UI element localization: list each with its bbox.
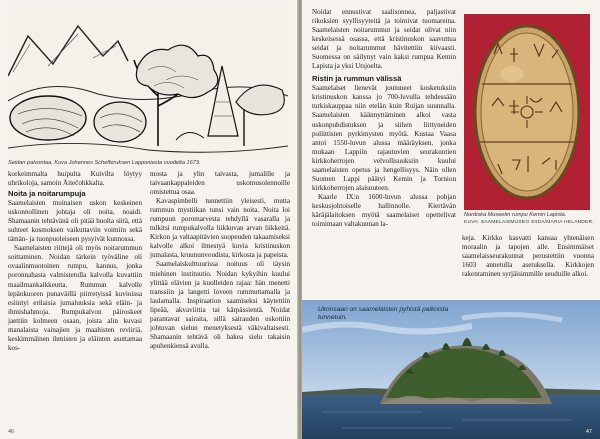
right-page-column-2 [462,234,594,279]
left-page [0,0,298,439]
island-photo-caption: Ukonsaari on saamelaisten pyhistä paikoista tunnetuin. [318,306,449,321]
paragraph: Saamelaisten muinaisen uskon keskeinen uskonnollinen johtaja oli noita, noaidi. Shamaanin tehtävänä oli pitää huolta siitä, että suhteet kosmoksen vaikuttaviin voimiin sekä tämän- ja tuonpuoleiseen pysyivät kunnossa. [8,199,142,244]
woodcut-caption: Seidan palvontaa. Kuva Johannes Schefferuksen Lapponiasta vuodelta 1673. [8,160,201,166]
paragraph: Noidat ennustivat saalisonnea, paljastivat rikoksien syyllisyyteitä ja toimivat tuomareina. Saamelaisten noitarummut ja seidat olivat niin keskeisessä osassa, että kristinuskon saavuttua seidat ja noitarummut hävitettiin kiivaasti. Suomessa on säilynyt vain kaksi rumpua Kemin Lapista ja yksi Utsjoelta. [312,8,456,71]
paragraph: Kavaspimbelli tunnettiin yleisesti, mutta rummun mystiikan tunsi vain noita. Noita loi rumpuun poromarvesta tehdyllä vasaralla ja tulkitsi rumpukalvolla liikkuvan arvan liikkeitä. Kirkon ja valtaapitävien suopeuden takaamiseksi kalvolle alkoi ilmestyä kuvia kristinuskon jumalasta, kruununvoudista, kirkosta ja papeista. [150,197,290,260]
left-page-column-1 [8,170,142,353]
paragraph: Saamelaiskulttuurissa noituus oli täysin miehinen instituutio. Noidan kykyihin kuului ylittää elävien ja kuolleiden rajaa: hän menetti transsiin ja langetti loveen rummuttamalla ja laulamalla. Inspiraation saamiseksi käytettiin lipeää, akvaviittia tai kärpässientä. Noidat parantavat sairaita, sillä sairauden uskottiin johtuvan sielun menetyksestä väkivaltaisesti. Shamaanin tehtävä oli hakea sielu takaisin apuhenkiensä avulla. [150,260,290,350]
drum-caption-credit: KUVA: SAAMELAISMUSEO SIIDA/MARIA HELANDER. [464,220,594,225]
paragraph: Saamelaiset lienevät joutuneet kosketuksiin kristinuskon kanssa jo 700-luvulla tehdessään turkiskauppaa niin etelän kuin Ruijan suunnalla. Saamelaisten käännyttäminen alkoi vasta uskonpuhdistuksen ja siihen liittyneiden poliittisten pyrkimysten myötä. Kustaa Vaasa antoi 1550-luvun alussa määräyksen, jonka mukaan Lappiin rajautuvien seurakuntien kirkkoherrojen velvollisuuksiin kuului saamelaisten opetus ja hengellisyys. Näin ollen Suomen Lappi päätyi Kemin ja Tornion kirkkoherrojen alaisuuteen. [312,84,456,192]
section-heading: Ristin ja rummun välissä [312,74,402,84]
seita-woodcut-illustration [8,6,288,158]
right-page [302,0,600,439]
left-page-column-2 [150,170,290,351]
drum-caption [464,212,594,226]
paragraph: korkeimmalta huipulta Kuivilta löytyy uhrikoloja, samoin Äitečohkkalta. [8,170,142,188]
sami-drum-photo [464,14,590,210]
paragraph: mosta ja ylin taivasta, jumalille ja taivaankappaleiden uskomusolennoille omistettua osaa. [150,170,290,197]
paragraph: Kaarle IX:n 1600-luvun alussa pohjan keskusjohtoiselle hallinnolle. Kiertävän käräjälaitoksen myötä saamelaiset opettelivat toimimaan valtakunnan la- [312,192,456,229]
right-page-column-1 [312,8,456,229]
page-number-right: 47 [585,429,592,435]
section-heading: Noita ja noitarumpuja [8,189,86,199]
drum-caption-title: Nordiska Museetin rumpu Kemin Lapista. [464,212,567,218]
page-number-left: 46 [8,429,15,435]
paragraph: Saamelaisten riittejä oli myös noitarummun soittaminen. Noidan tärkein työväline oli ovaalinmuotoinen rumpu, kannus, jonka poronnahasta valmistetulla kalvolla kuvattiin maailmankaikkeutta. Rummun kalvolle lepänkuoren punaväillä piirretyissä kuvioissa esiintyi erilaisia jumaluuksia sekä eläin- ja ihmishahmoja. Rumpukalvon päiroskeet jaettiin kolmeen osaan, joista alin kuvasi manalaista vainajien ja maahisten reviiriä, keskimmäinen ihmisten ja eläinten asuttamaa kos- [8,244,142,352]
paragraph: keja. Kirkko kasvatti kansaa yhtenäisen moraalin ja tapojen alle. Ensimmäiset saamelaisseurakunnat perustettiin vuonna 1603 annetulla asetuksella. Kirkkojen rakentaminen syrjäisimmille seuduille alkoi. [462,234,594,279]
